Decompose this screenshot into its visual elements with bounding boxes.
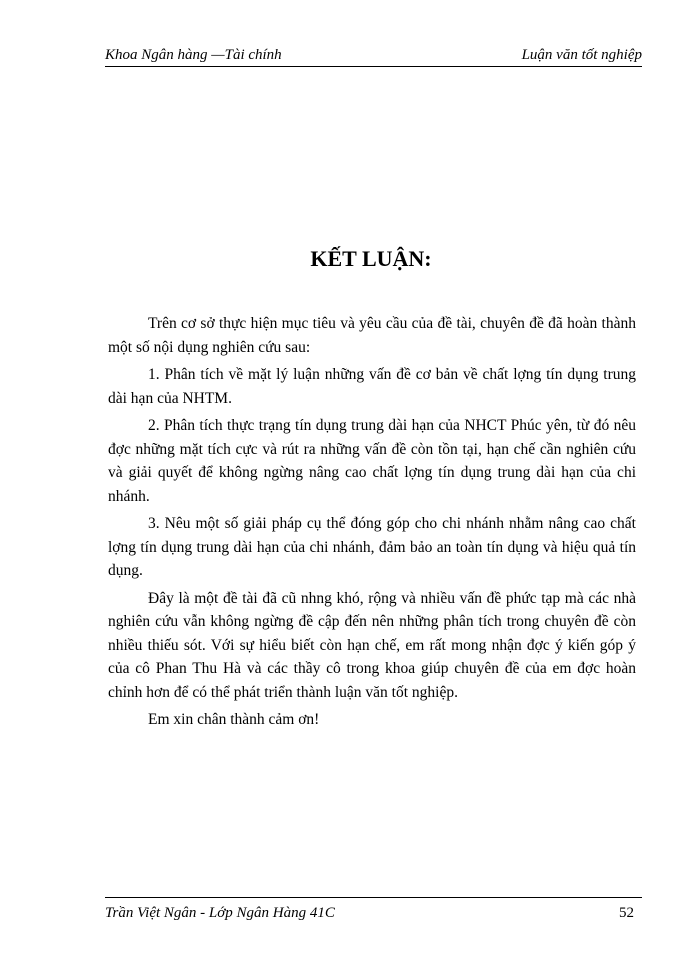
paragraph-intro: Trên cơ sở thực hiện mục tiêu và yêu cầu của đề tài, chuyên đề đã hoàn thành một số nội dụng nghiên cứu sau:	[108, 315, 636, 356]
paragraph-point-2: 2. Phân tích thực trạng tín dụng trung dài hạn của NHCT Phúc yên, từ đó nêu đợc những mặt tích cực và rút ra những vấn đề còn tồn tại, hạn chế cần nghiên cứu và giải quyết để không ngừng nâng cao chất lợng tín dụng trung dài hạn của chi nhánh.	[108, 417, 636, 505]
section-title: KẾT LUẬN:	[310, 246, 432, 271]
paragraph-point-3: 3. Nêu một số giải pháp cụ thể đóng góp cho chi nhánh nhằm nâng cao chất lợng tín dụng trung dài hạn của chi nhánh, đảm bảo an toàn tín dụng và hiệu quả tín dụng.	[108, 515, 636, 579]
page-header	[105, 44, 642, 67]
header-document-type: Luận văn tốt nghiệp	[521, 47, 642, 63]
conclusion-body	[108, 312, 636, 736]
paragraph-remarks: Đây là một đề tài đã cũ nhng khó, rộng và nhiều vấn đề phức tạp mà các nhà nghiên cứu vẫn không ngừng đề cập đến nên những phân tích trong chuyên đề còn nhiều thiếu sót. Với sự hiểu biết còn hạn chế, em rất mong nhận đợc ý kiến góp ý của cô Phan Thu Hà và các thầy cô trong khoa giúp chuyên đề của em đợc hoàn chỉnh hơn để có thể phát triển thành luận văn tốt nghiệp.	[108, 589, 636, 701]
header-faculty: Khoa Ngân hàng —Tài chính	[105, 47, 282, 63]
page-number: 52	[619, 905, 634, 921]
footer-author: Trần Việt Ngân - Lớp Ngân Hàng 41C	[105, 905, 335, 921]
paragraph-point-1: 1. Phân tích về mặt lý luận những vấn đề cơ bản về chất lợng tín dụng trung dài hạn của NHTM.	[108, 366, 636, 407]
paragraph-thanks: Em xin chân thành cảm ơn!	[148, 711, 320, 728]
page-footer	[105, 897, 642, 920]
